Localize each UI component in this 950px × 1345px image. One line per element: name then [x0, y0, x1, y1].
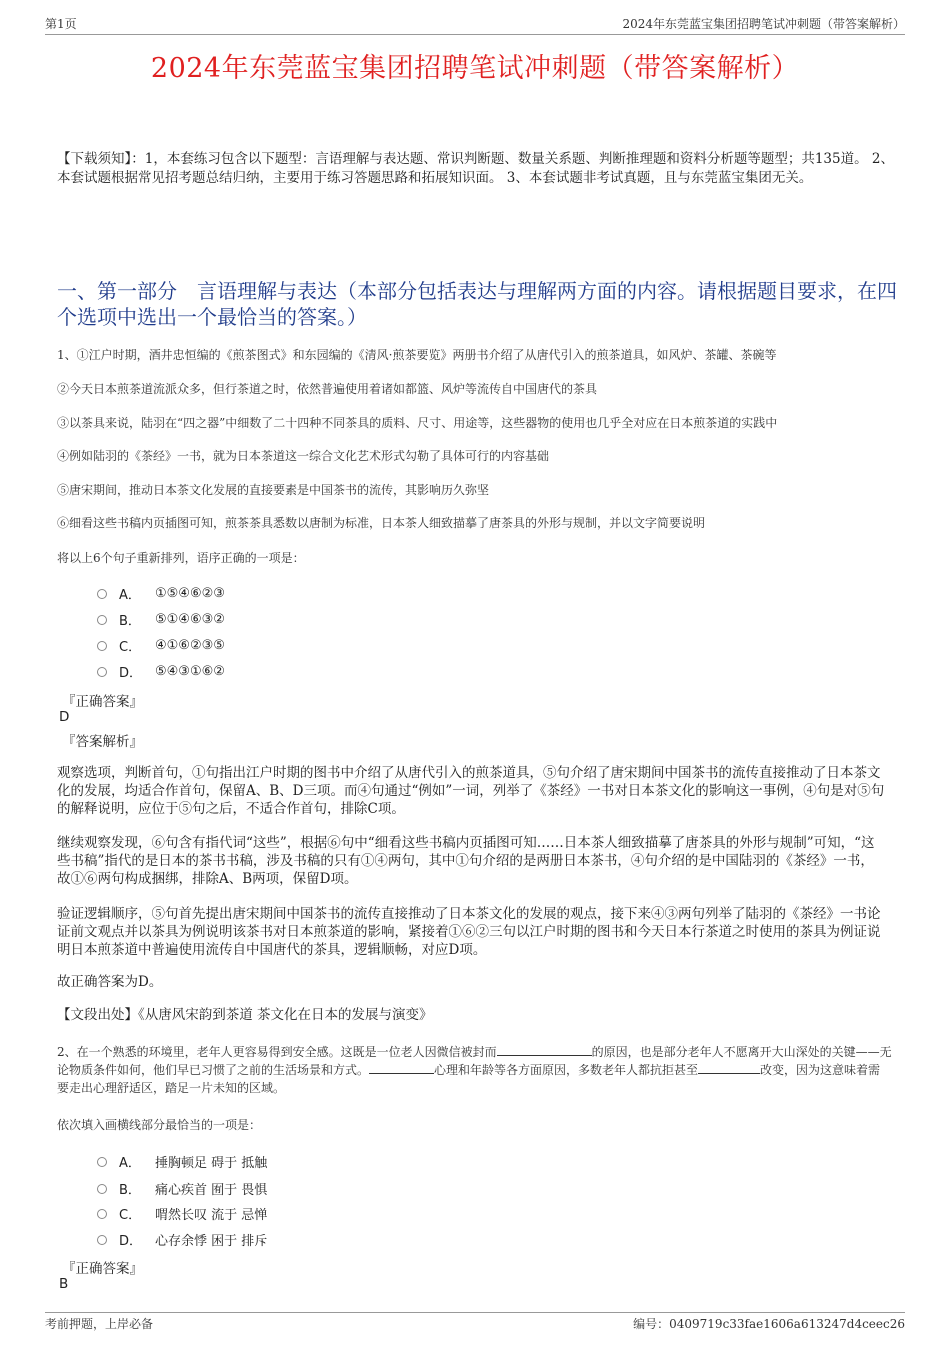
q1-option-d[interactable] [97, 662, 225, 681]
section-title: 一、第一部分 言语理解与表达（本部分包括表达与理解两方面的内容。请根据题目要求，在四个选项中选出一个最恰当的答案。） [57, 279, 897, 329]
radio-icon[interactable] [97, 589, 107, 599]
q2-stem-part-1: 2、在一个熟悉的环境里，老年人更容易得到安全感。这既是一位老人因微信被封而 [57, 1045, 497, 1059]
q2-option-d[interactable] [97, 1230, 267, 1249]
option-label: B． [119, 1183, 141, 1198]
q1-prompt: 将以上6个句子重新排列，语序正确的一项是： [57, 551, 305, 565]
q1-option-c[interactable] [97, 636, 225, 655]
option-label: D． [119, 666, 143, 681]
option-text: ④①⑥②③⑤ [155, 638, 225, 653]
option-label: C． [119, 640, 142, 655]
header-doc-title: 2024年东莞蓝宝集团招聘笔试冲刺题（带答案解析） [622, 17, 905, 31]
q1-line-1: 1、①江户时期，酒井忠恒编的《煎茶图式》和东园编的《清风·煎茶要览》两册书介绍了从唐代引入的煎茶道具，如风炉、茶罐、茶碗等 [57, 348, 777, 362]
q2-answer: B [59, 1276, 69, 1292]
option-label: D． [119, 1234, 143, 1249]
blank-1 [497, 1055, 592, 1056]
option-label: A． [119, 588, 141, 603]
page-footer [45, 1312, 905, 1332]
q2-option-a[interactable] [97, 1152, 267, 1171]
q1-analysis-3: 验证逻辑顺序，⑤句首先提出唐宋期间中国茶书的流传直接推动了日本茶文化的发展的观点，接下来④③两句列举了陆羽的《茶经》一书论证前文观点并以茶具为例说明该茶书对日本煎茶道的影响，紧接着①⑥②三句以江户时期的图书和今天日本行茶道之时使用的茶具为例证说明日本煎茶道中普遍使用流传自中国唐代的茶具，逻辑顺畅，对应D项。 [57, 906, 881, 958]
radio-icon[interactable] [97, 641, 107, 651]
q1-analysis-4: 故正确答案为D。 [57, 974, 163, 990]
q1-line-2: ②今天日本煎茶道流派众多，但行茶道之时，依然普遍使用着诸如都篮、风炉等流传自中国唐代的茶具 [57, 382, 598, 396]
radio-icon[interactable] [97, 615, 107, 625]
option-text: 喟然长叹 流于 忌惮 [155, 1208, 268, 1223]
q1-answer: D [59, 709, 70, 725]
q1-line-5: ⑤唐宋期间，推动日本茶文化发展的直接要素是中国茶书的流传，其影响历久弥坚 [57, 483, 490, 497]
page-number: 第1页 [45, 17, 77, 31]
option-text: 痛心疾首 囿于 畏惧 [155, 1183, 268, 1198]
page-header [45, 14, 905, 35]
q2-prompt: 依次填入画横线部分最恰当的一项是： [57, 1118, 262, 1132]
q1-option-a[interactable] [97, 584, 225, 603]
option-label: B． [119, 614, 141, 629]
q2-stem-part-3: 心理和年龄等各方面原因，多数老年人都抗拒甚至 [434, 1063, 699, 1077]
radio-icon[interactable] [97, 1235, 107, 1245]
q1-answer-label: 『正确答案』 [62, 694, 143, 710]
q1-analysis-label: 『答案解析』 [62, 734, 143, 750]
q2-option-c[interactable] [97, 1204, 267, 1223]
footer-slogan: 考前押题，上岸必备 [45, 1317, 154, 1331]
option-label: C． [119, 1208, 142, 1223]
footer-id: 编号：0409719c33fae1606a613247d4ceec26 [633, 1317, 905, 1331]
q1-option-b[interactable] [97, 610, 225, 629]
page-title: 2024年东莞蓝宝集团招聘笔试冲刺题（带答案解析） [150, 53, 800, 84]
option-label: A． [119, 1156, 141, 1171]
radio-icon[interactable] [97, 1184, 107, 1194]
q1-line-3: ③以茶具来说，陆羽在“四之器”中细数了二十四种不同茶具的质料、尺寸、用途等，这些器物的使用也几乎全对应在日本煎茶道的实践中 [57, 416, 778, 430]
q2-option-b[interactable] [97, 1179, 267, 1198]
download-notice: 【下载须知】：1，本套练习包含以下题型：言语理解与表达题、常识判断题、数量关系题、判断推理题和资料分析题等题型；共135道。 2、本套试题根据常见招考题总结归纳，主要用于练习答题思路和拓展知识面。 3、本套试题非考试真题，且与东莞蓝宝集团无关。 [57, 151, 894, 186]
option-text: ⑤④③①⑥② [155, 664, 225, 679]
q2-answer-label: 『正确答案』 [62, 1261, 143, 1277]
q1-analysis-1: 观察选项，判断首句，①句指出江户时期的图书中介绍了从唐代引入的煎茶道具，⑤句介绍了唐宋期间中国茶书的流传直接推动了日本茶文化的发展，均适合作首句，保留A、B、D三项。而④句通过“例如”一词，列举了《茶经》一书对日本茶文化的影响这一事例，④句是对⑤句的解释说明，应位于⑤句之后，不适合作首句，排除C项。 [57, 765, 885, 817]
blank-3 [698, 1073, 760, 1074]
radio-icon[interactable] [97, 1209, 107, 1219]
q2-stem-part-4: 改变，因为这意味着需要走出心理舒适区，踏足一片未知的区域。 [57, 1063, 881, 1095]
q1-line-6: ⑥细看这些书稿内页插图可知，煎茶茶具悉数以唐制为标准，日本茶人细致描摹了唐茶具的外形与规制，并以文字简要说明 [57, 516, 706, 530]
q2-stem-part-2: 的原因，也是部分老年人不愿离开大山深处的关键——无论物质条件如何，他们早已习惯了之前的生活场景和方式。 [57, 1045, 892, 1077]
q1-source: 【文段出处】《从唐风宋韵到茶道 茶文化在日本的发展与演变》 [57, 1007, 433, 1023]
option-text: ①⑤④⑥②③ [155, 586, 225, 601]
radio-icon[interactable] [97, 1157, 107, 1167]
q1-line-4: ④例如陆羽的《茶经》一书，就为日本茶道这一综合文化艺术形式勾勒了具体可行的内容基础 [57, 449, 550, 463]
q1-analysis-2: 继续观察发现，⑥句含有指代词“这些”，根据⑥句中“细看这些书稿内页插图可知……日本茶人细致描摹了唐茶具的外形与规制”可知，“这些书稿”指代的是日本的茶书书稿，涉及书稿的只有①④两句，其中①句介绍的是两册日本茶书，④句介绍的是中国陆羽的《茶经》一书，故①⑥两句构成捆绑，排除A、B两项，保留D项。 [57, 835, 875, 887]
option-text: 心存余悸 困于 排斥 [155, 1234, 268, 1249]
option-text: ⑤①④⑥③② [155, 612, 225, 627]
option-text: 捶胸顿足 碍于 抵触 [155, 1156, 268, 1171]
q2-stem [57, 1043, 892, 1097]
blank-2 [369, 1073, 434, 1074]
radio-icon[interactable] [97, 667, 107, 677]
